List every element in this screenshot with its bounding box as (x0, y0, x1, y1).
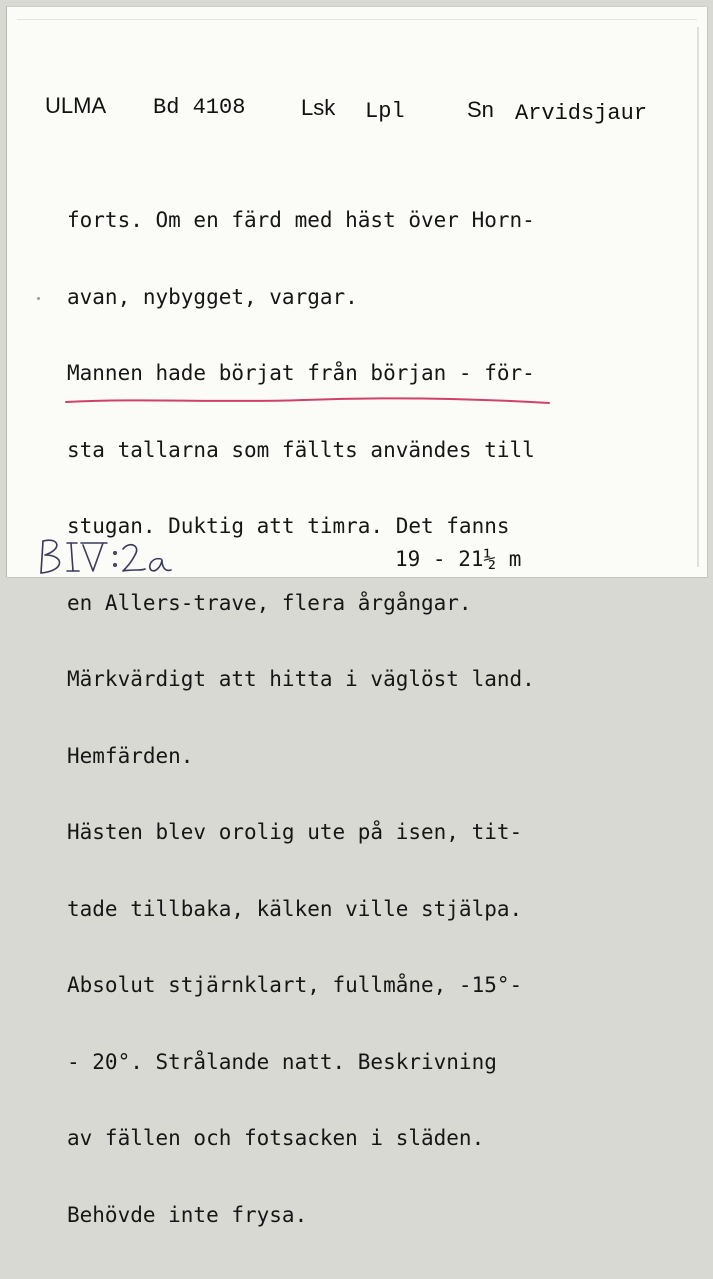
body-line: avan, nybygget, vargar. (67, 284, 358, 309)
archive-card (6, 6, 707, 1227)
header-title: ULMA (45, 93, 107, 118)
body-line: sta tallarna som fällts användes till (67, 437, 535, 462)
body-line: Hästen blev orolig ute på isen, tit- (67, 820, 523, 844)
handdrawn-underline (64, 394, 551, 408)
body-line: Hemfärden. (67, 743, 194, 768)
body-line: Behövde inte frysa. (67, 1202, 308, 1227)
body-line: - 20°. Strålande natt. Beskrivning (67, 1049, 497, 1074)
header-lpl: Lpl (365, 99, 405, 124)
header-bd: Bd 4108 (153, 95, 246, 120)
stray-mark (37, 297, 40, 300)
body-line: tade tillbaka, kälken ville stjälpa. (67, 896, 523, 921)
card-body-text (67, 157, 535, 1279)
card-right-edge (697, 27, 699, 567)
header-lsk-label: Lsk (301, 95, 336, 120)
body-line: av fällen och fotsacken i släden. (67, 1126, 485, 1150)
header-parish: Arvidsjaur (515, 101, 648, 126)
card-top-rule (17, 19, 697, 20)
body-line: Mannen hade börjat från början - för- (67, 361, 535, 385)
body-line: Absolut stjärnklart, fullmåne, -15°- (67, 973, 523, 997)
body-line: Märkvärdigt att hitta i väglöst land. (67, 667, 535, 691)
body-line: forts. Om en färd med häst över Horn- (67, 208, 535, 232)
footer-range: 19 - 21½ m (395, 547, 522, 571)
body-line: en Allers-trave, flera årgångar. (67, 590, 472, 615)
header-sn-label: Sn (467, 97, 494, 122)
body-line: stugan. Duktig att timra. Det fanns (67, 514, 510, 538)
handwritten-signature (37, 535, 177, 579)
